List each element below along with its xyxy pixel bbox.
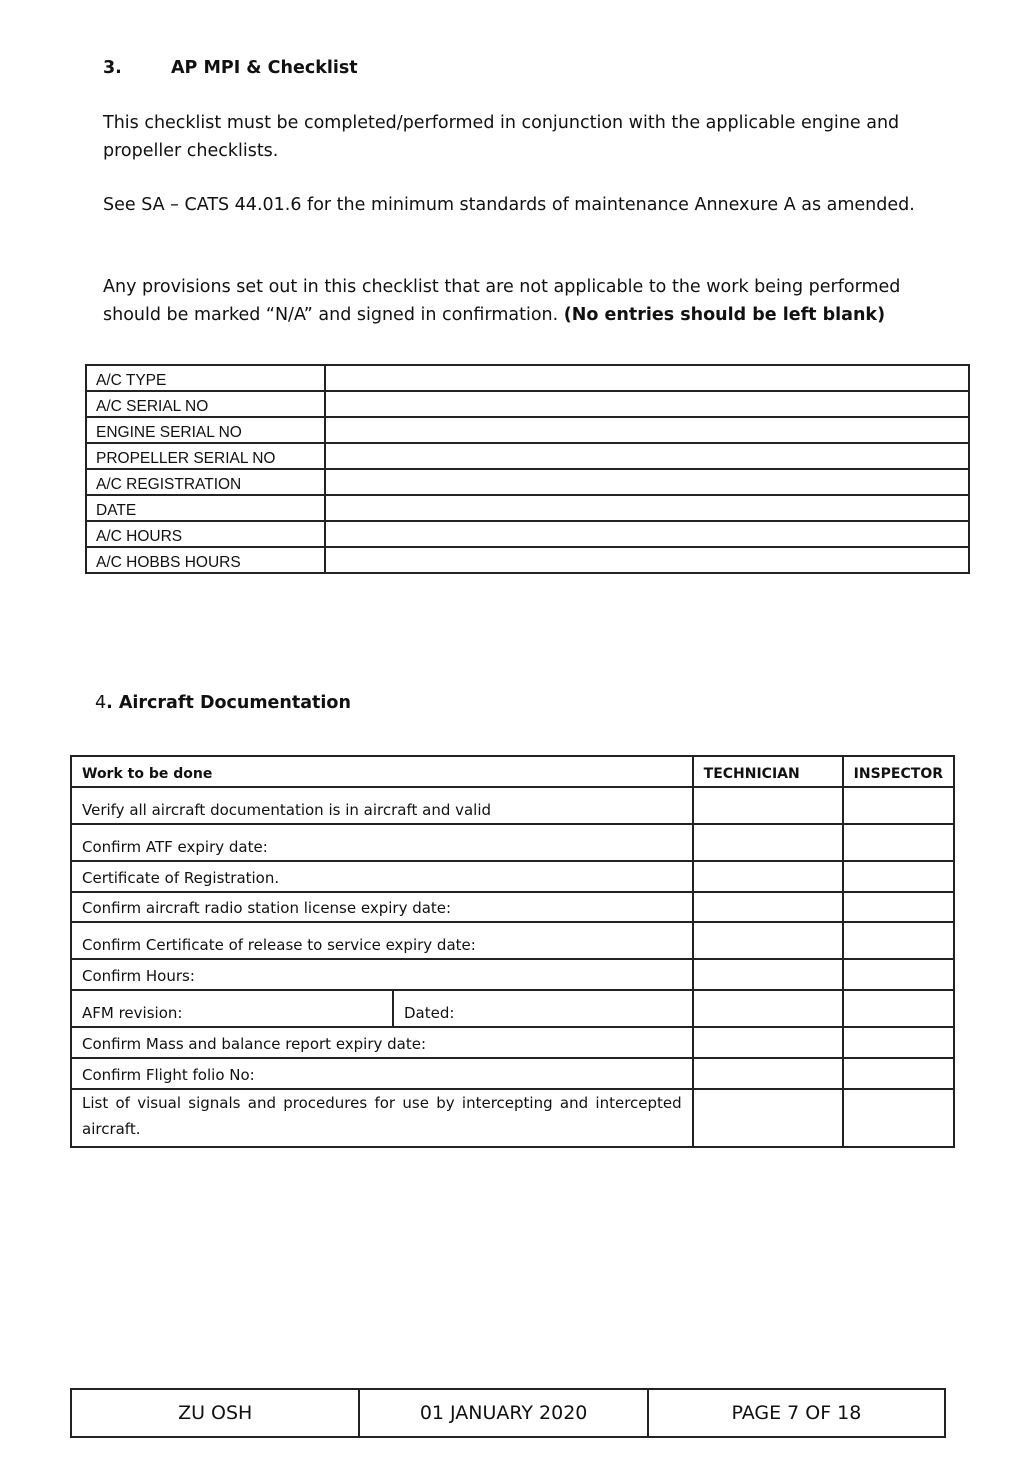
inspector-sign-cell[interactable] <box>843 787 954 824</box>
work-item: Confirm aircraft radio station license expiry date: <box>71 892 693 922</box>
inspector-sign-cell[interactable] <box>843 1027 954 1058</box>
header-technician: TECHNICIAN <box>693 756 843 787</box>
field-value-input[interactable] <box>325 417 969 443</box>
table-row <box>71 892 954 922</box>
field-label: A/C HOURS <box>86 521 325 547</box>
inspector-sign-cell[interactable] <box>843 959 954 990</box>
provisions-bold-note: (No entries should be left blank) <box>563 305 886 325</box>
inspector-sign-cell[interactable] <box>843 892 954 922</box>
provisions-paragraph <box>103 273 963 329</box>
work-item: Confirm Mass and balance report expiry date: <box>71 1027 693 1058</box>
technician-sign-cell[interactable] <box>693 959 843 990</box>
section-4-title: . Aircraft Documentation <box>106 693 351 713</box>
field-value-input[interactable] <box>325 443 969 469</box>
field-value-input[interactable] <box>325 469 969 495</box>
page-footer <box>70 1388 946 1438</box>
afm-revision: AFM revision: <box>71 990 393 1027</box>
field-label: A/C HOBBS HOURS <box>86 547 325 573</box>
standards-paragraph: See SA – CATS 44.01.6 for the minimum standards of maintenance Annexure A as amended. <box>103 195 915 215</box>
technician-sign-cell[interactable] <box>693 1089 843 1147</box>
table-row <box>71 1027 954 1058</box>
work-item: Confirm Flight folio No: <box>71 1058 693 1089</box>
aircraft-info-row <box>86 391 969 417</box>
technician-sign-cell[interactable] <box>693 861 843 892</box>
technician-sign-cell[interactable] <box>693 1027 843 1058</box>
work-item: List of visual signals and procedures for use by intercepting and intercepted aircraft. <box>71 1089 693 1147</box>
technician-sign-cell[interactable] <box>693 824 843 861</box>
table-row <box>71 861 954 892</box>
table-row <box>71 787 954 824</box>
field-label: A/C REGISTRATION <box>86 469 325 495</box>
footer-date: 01 JANUARY 2020 <box>359 1389 647 1437</box>
section-3-title: AP MPI & Checklist <box>171 58 358 78</box>
work-item: Confirm Hours: <box>71 959 693 990</box>
aircraft-info-row <box>86 495 969 521</box>
table-row <box>71 922 954 959</box>
section-3-number: 3. <box>103 58 122 78</box>
field-label: DATE <box>86 495 325 521</box>
aircraft-info-row <box>86 547 969 573</box>
inspector-sign-cell[interactable] <box>843 990 954 1027</box>
inspector-sign-cell[interactable] <box>843 1089 954 1147</box>
table-row <box>71 1058 954 1089</box>
aircraft-info-table <box>85 364 970 574</box>
inspector-sign-cell[interactable] <box>843 824 954 861</box>
inspector-sign-cell[interactable] <box>843 922 954 959</box>
aircraft-info-row <box>86 443 969 469</box>
inspector-sign-cell[interactable] <box>843 1058 954 1089</box>
work-item: Verify all aircraft documentation is in aircraft and valid <box>71 787 693 824</box>
technician-sign-cell[interactable] <box>693 1058 843 1089</box>
aircraft-info-row <box>86 365 969 391</box>
technician-sign-cell[interactable] <box>693 990 843 1027</box>
field-value-input[interactable] <box>325 547 969 573</box>
footer-page-number: PAGE 7 OF 18 <box>648 1389 945 1437</box>
work-item: Confirm ATF expiry date: <box>71 824 693 861</box>
documentation-table <box>70 755 955 1148</box>
work-item: Confirm Certificate of release to service expiry date: <box>71 922 693 959</box>
field-label: PROPELLER SERIAL NO <box>86 443 325 469</box>
section-4-heading <box>95 689 351 717</box>
aircraft-info-row <box>86 417 969 443</box>
work-item: Certificate of Registration. <box>71 861 693 892</box>
aircraft-info-row <box>86 469 969 495</box>
field-label: ENGINE SERIAL NO <box>86 417 325 443</box>
table-row <box>71 1089 954 1147</box>
field-value-input[interactable] <box>325 521 969 547</box>
aircraft-info-row <box>86 521 969 547</box>
field-value-input[interactable] <box>325 391 969 417</box>
inspector-sign-cell[interactable] <box>843 861 954 892</box>
section-4-number: 4 <box>95 693 107 713</box>
header-inspector: INSPECTOR <box>843 756 954 787</box>
field-value-input[interactable] <box>325 365 969 391</box>
afm-dated: Dated: <box>393 990 693 1027</box>
intro-paragraph: This checklist must be completed/performed in conjunction with the applicable engine and propeller checklists. <box>103 113 900 161</box>
technician-sign-cell[interactable] <box>693 892 843 922</box>
footer-registration: ZU OSH <box>71 1389 359 1437</box>
technician-sign-cell[interactable] <box>693 922 843 959</box>
technician-sign-cell[interactable] <box>693 787 843 824</box>
table-header-row <box>71 756 954 787</box>
header-work: Work to be done <box>71 756 693 787</box>
field-value-input[interactable] <box>325 495 969 521</box>
table-row <box>71 824 954 861</box>
table-row <box>71 990 954 1027</box>
table-row <box>71 959 954 990</box>
field-label: A/C SERIAL NO <box>86 391 325 417</box>
provisions-text: Any provisions set out in this checklist that are not applicable to the work being performed should be marked “N/A” and signed in confirmation. <box>103 277 901 325</box>
field-label: A/C TYPE <box>86 365 325 391</box>
